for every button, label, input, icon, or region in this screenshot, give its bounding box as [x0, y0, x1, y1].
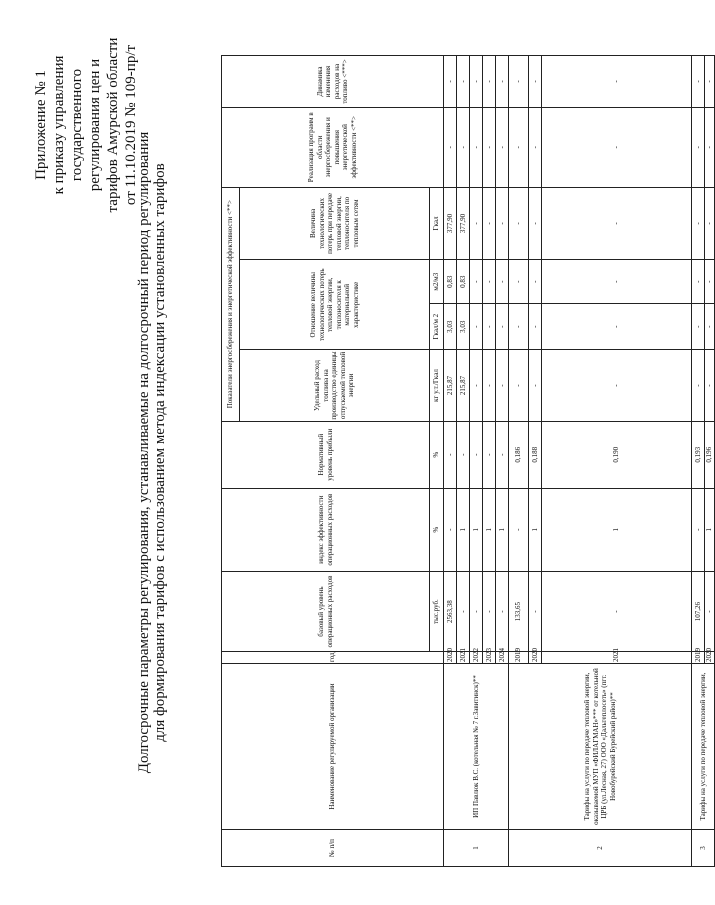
cell-base: 2563,38: [444, 571, 457, 652]
cell-profit: -: [496, 421, 509, 488]
header-energy-group: Показатели энергосбережения и энергетической эффективности <**>: [222, 187, 240, 421]
cell-fuel: -: [483, 350, 496, 422]
appendix-line: государственного: [69, 68, 85, 182]
table-row: [509, 56, 529, 867]
cell-year: 2022: [470, 652, 483, 664]
cell-year: 2019: [509, 652, 529, 664]
row-num: 2: [509, 830, 692, 867]
cell-index: 1: [705, 488, 715, 571]
cell-ratio-a: -: [496, 304, 509, 350]
unit-fuel: кг у.т./Гкал: [430, 350, 444, 422]
cell-index: 1: [529, 488, 542, 571]
header-year: год: [222, 652, 444, 664]
header-index: индекс эффективности операционных расходов: [222, 488, 430, 571]
cell-base: -: [457, 571, 470, 652]
cell-dynamics: -: [692, 56, 705, 108]
cell-loss: -: [705, 187, 715, 260]
table-row: [692, 56, 705, 867]
cell-programs: -: [509, 107, 529, 187]
cell-profit: 0,188: [529, 421, 542, 488]
cell-year: 2020: [705, 647, 714, 662]
cell-ratio-b: -: [542, 260, 692, 304]
header-base: базовый уровень операционных расходов: [222, 571, 430, 652]
appendix-line: от 11.10.2019 № 109-пр/т: [123, 44, 139, 206]
cell-year: 2021: [542, 652, 692, 664]
header-profit: Нормативный уровень прибыли: [222, 421, 430, 488]
cell-index: 1: [470, 488, 483, 571]
cell-ratio-a: -: [529, 304, 542, 350]
cell-loss: 377,90: [457, 187, 470, 260]
header-loss: Величина технологических потерь при передаче тепловой энергии, теплоносителя по тепловым сетям: [240, 187, 430, 260]
header-ratio: Отношение величины технологических потерь тепловой энергии, теплоносителя к материальной характеристике: [240, 260, 430, 350]
unit-index: %: [430, 488, 444, 571]
appendix-line: тарифов Амурской области: [105, 37, 121, 213]
cell-index: -: [692, 488, 705, 571]
cell-dynamics: -: [529, 56, 542, 108]
appendix-note: [32, 25, 140, 225]
row-org: Тарифы на услуги по передаче тепловой энергии,: [692, 663, 715, 829]
cell-ratio-b: -: [496, 260, 509, 304]
row-org: ИП Павлюк В.С. (котельная № 7 г.Завитинск)**: [444, 663, 509, 829]
cell-fuel: -: [496, 350, 509, 422]
cell-index: 1: [483, 488, 496, 571]
cell-loss: -: [692, 187, 705, 260]
unit-ratio-a: Гкал/м 2: [430, 304, 444, 350]
cell-dynamics: -: [509, 56, 529, 108]
cell-ratio-b: -: [529, 260, 542, 304]
row-org: Тарифы на услуги по передаче тепловой энергии, оказываемой МУП «ФИЛАГМАН»*** от котельной ЦРБ (ул.Лесная, 27) ООО «Дальтеплосеть» (пгт. Новобурейский Бурейский район)**: [509, 663, 692, 829]
cell-programs: -: [444, 107, 457, 187]
cell-base: 107,26: [692, 571, 705, 652]
cell-dynamics: -: [542, 56, 692, 108]
cell-year: 2024: [496, 652, 509, 664]
appendix-line: регулирования цен и: [87, 58, 103, 192]
cell-base: -: [705, 571, 715, 652]
cell-year: 2020: [529, 652, 542, 664]
cell-loss: -: [483, 187, 496, 260]
cell-base: -: [483, 571, 496, 652]
unit-profit: %: [430, 421, 444, 488]
cell-loss: -: [542, 187, 692, 260]
cell-year: 2021: [457, 652, 470, 664]
unit-loss: Гкал: [430, 187, 444, 260]
cell-dynamics: -: [444, 56, 457, 108]
cell-profit: 0,186: [509, 421, 529, 488]
appendix-line: Приложение № 1: [33, 70, 49, 180]
cell-profit: 0,190: [542, 421, 692, 488]
cell-dynamics: -: [457, 56, 470, 108]
cell-ratio-a: -: [705, 304, 715, 350]
cell-profit: 0,193: [692, 421, 705, 488]
cell-programs: -: [542, 107, 692, 187]
header-num: № п/п: [222, 830, 444, 867]
cell-year: 2019: [692, 652, 705, 664]
cell-loss: 377,90: [444, 187, 457, 260]
cell-ratio-b: 0,83: [457, 260, 470, 304]
cell-loss: -: [496, 187, 509, 260]
row-num: 3: [692, 830, 715, 867]
cell-dynamics: -: [705, 56, 715, 108]
cell-ratio-b: -: [692, 260, 705, 304]
cell-index: -: [509, 488, 529, 571]
cell-ratio-b: -: [509, 260, 529, 304]
cell-ratio-a: 3,03: [457, 304, 470, 350]
cell-dynamics: -: [470, 56, 483, 108]
cell-ratio-b: -: [470, 260, 483, 304]
cell-base: -: [470, 571, 483, 652]
cell-programs: -: [483, 107, 496, 187]
cell-fuel: -: [705, 350, 715, 422]
cell-ratio-b: -: [705, 260, 715, 304]
cell-profit: -: [470, 421, 483, 488]
cell-ratio-a: -: [542, 304, 692, 350]
parameters-table: [221, 55, 715, 867]
header-org: Наименование регулируемой организации: [222, 663, 444, 829]
cell-programs: -: [470, 107, 483, 187]
cell-fuel: -: [692, 350, 705, 422]
unit-ratio-b: м2/м3: [430, 260, 444, 304]
cell-fuel: -: [542, 350, 692, 422]
header-fuel: Удельный расход топлива на производство единицы отпускаемой тепловой энергии: [240, 350, 430, 422]
cell-loss: -: [529, 187, 542, 260]
row-num: 1: [444, 830, 509, 867]
cell-ratio-a: -: [483, 304, 496, 350]
cell-profit: -: [457, 421, 470, 488]
cell-loss: -: [470, 187, 483, 260]
cell-programs: -: [529, 107, 542, 187]
cell-index: 1: [496, 488, 509, 571]
cell-fuel: -: [529, 350, 542, 422]
cell-ratio-a: -: [509, 304, 529, 350]
unit-base: тыс.руб.: [430, 571, 444, 652]
cell-ratio-b: -: [483, 260, 496, 304]
header-dynamics: Динамика изменения расходов на топливо <***>: [222, 56, 444, 108]
cell-base: 133,65: [509, 571, 529, 652]
cell-base: -: [529, 571, 542, 652]
cell-base: -: [542, 571, 692, 652]
cell-profit: -: [483, 421, 496, 488]
cell-programs: -: [692, 107, 705, 187]
cell-loss: -: [509, 187, 529, 260]
cell-ratio-a: -: [692, 304, 705, 350]
cell-index: -: [444, 488, 457, 571]
cell-index: 1: [542, 488, 692, 571]
table-body: [444, 56, 715, 867]
cell-fuel: -: [470, 350, 483, 422]
appendix-line: к приказу управления: [51, 55, 67, 195]
cell-ratio-a: -: [470, 304, 483, 350]
cell-programs: -: [496, 107, 509, 187]
cell-ratio-a: 3,03: [444, 304, 457, 350]
cell-programs: -: [457, 107, 470, 187]
cell-dynamics: -: [483, 56, 496, 108]
cell-fuel: 215,87: [457, 350, 470, 422]
cell-year: 2020: [444, 652, 457, 664]
header-programs: Реализация программ в области энергосбережения и повышения энергетической эффективности <**>: [222, 107, 444, 187]
cell-year: 2023: [483, 652, 496, 664]
document-title-line-1: Долгосрочные параметры регулирования, устанавливаемые на долгосрочный период регулирования: [136, 131, 152, 774]
cell-dynamics: -: [496, 56, 509, 108]
cell-fuel: 215,87: [444, 350, 457, 422]
cell-profit: -: [444, 421, 457, 488]
cell-profit: 0,196: [705, 421, 715, 488]
cell-base: -: [496, 571, 509, 652]
document-title-line-2: для формирования тарифов с использованием метода индексации установленных тарифов: [152, 163, 168, 742]
table-row: [444, 56, 457, 867]
cell-programs: -: [705, 107, 715, 187]
cell-ratio-b: 0,83: [444, 260, 457, 304]
cell-index: 1: [457, 488, 470, 571]
cell-fuel: -: [509, 350, 529, 422]
